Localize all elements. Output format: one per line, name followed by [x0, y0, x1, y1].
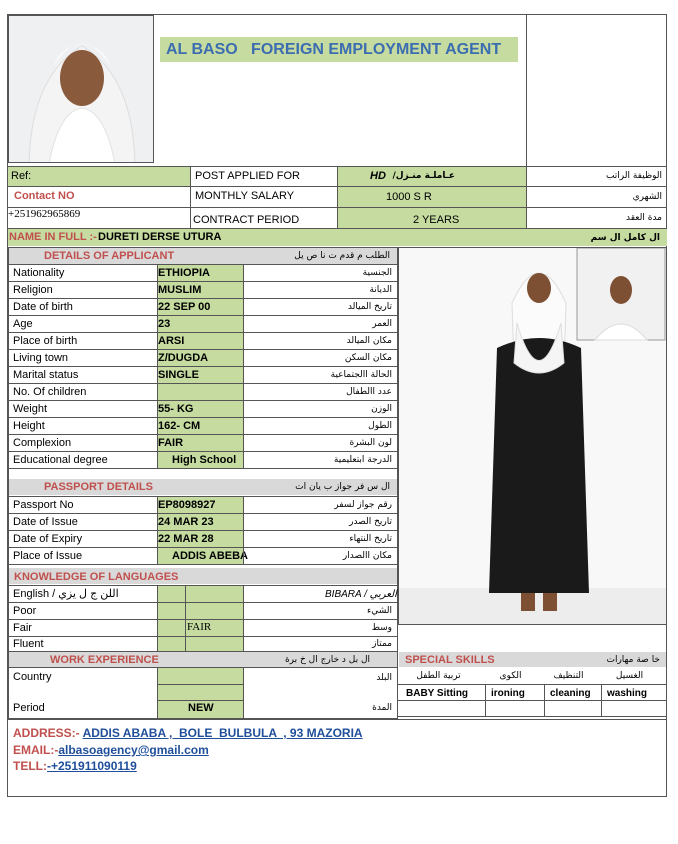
skills-title: SPECIAL SKILLS — [405, 654, 495, 666]
row-label: Place of Issue — [13, 550, 83, 562]
row-value: ADDIS ABEBA — [172, 550, 248, 562]
address-line — [13, 727, 363, 740]
row-label: Passport No — [13, 499, 74, 511]
name-value: DURETI DERSE UTURA — [98, 231, 222, 243]
row-label: Living town — [13, 352, 69, 364]
row-value: 22 SEP 00 — [158, 301, 211, 313]
contract-label-ar: مدة العقد — [626, 213, 662, 223]
lang-arabic-label: BIBARA / العربي — [325, 589, 397, 600]
email-link[interactable]: albasoagency@gmail.com — [58, 743, 209, 757]
skill-ar-label: تربية الطفل — [416, 671, 461, 681]
post-label-ar: الوظيفة الراتب — [605, 171, 662, 181]
row-value: FAIR — [158, 437, 184, 449]
agency-title — [160, 37, 518, 62]
lang-fluent-ar: ممتاز — [372, 639, 392, 649]
passport-title-ar: ال س فر جواز ب يان ات — [295, 482, 390, 492]
work-country-ar: البلد — [376, 673, 392, 683]
row-label-ar: مكان السكن — [344, 353, 392, 363]
work-title-ar: ال بل د خارج ال خ برة — [284, 655, 370, 665]
skill-label: ironing — [491, 688, 525, 699]
row-value: 22 MAR 28 — [158, 533, 214, 545]
post-value-ar: عـاملـة منـزل/ — [392, 171, 455, 181]
tel-link[interactable]: -+251911090119 — [47, 759, 137, 773]
row-label: Place of birth — [13, 335, 78, 347]
skill-ar-label: الكوى — [499, 671, 522, 681]
row-label-ar: مكان الميالد — [346, 336, 392, 346]
row-label-ar: تاريخ الصدر — [349, 517, 392, 527]
work-period-value: NEW — [188, 702, 214, 714]
skill-ar-label: التنظيف — [553, 671, 584, 681]
row-label: Date of Issue — [13, 516, 78, 528]
passport-title: PASSPORT DETAILS — [44, 481, 153, 493]
row-value: 24 MAR 23 — [158, 516, 214, 528]
row-label: Height — [13, 420, 45, 432]
salary-label: MONTHLY SALARY — [195, 190, 295, 202]
row-label: Date of birth — [13, 301, 73, 313]
row-value: ETHIOPIA — [158, 267, 210, 279]
row-label-ar: عدد االطفال — [346, 387, 392, 397]
row-label-ar: تاريخ النتهاء — [349, 534, 392, 544]
row-value: EP8098927 — [158, 499, 216, 511]
row-label-ar: رقم جواز لسفر — [334, 500, 392, 510]
applicant-full-body-photo — [398, 247, 667, 625]
row-label: Educational degree — [13, 454, 108, 466]
applicant-title-ar: الطلب م قدم ت نا ص يل — [294, 251, 390, 261]
row-label-ar: مكان االصدار — [342, 551, 392, 561]
lang-fair-ar: وسط — [371, 623, 392, 633]
row-label-ar: لون البشرة — [349, 438, 392, 448]
applicant-portrait-photo — [8, 15, 154, 163]
row-label-ar: الجنسية — [362, 268, 392, 278]
row-value: SINGLE — [158, 369, 199, 381]
row-label-ar: الدرجة ابتعليمية — [333, 455, 392, 465]
row-label: Marital status — [13, 369, 79, 381]
lang-poor-label: Poor — [13, 605, 37, 617]
lang-fluent-label: Fluent — [13, 638, 44, 650]
contact-value: +251962965869 — [8, 208, 81, 220]
lang-fair-value: FAIR — [187, 621, 212, 633]
post-label: POST APPLIED FOR — [195, 170, 300, 182]
row-label-ar: تاريخ الميالد — [347, 302, 392, 312]
row-value: 162- CM — [158, 420, 201, 432]
tel-line — [13, 760, 137, 773]
row-value: ARSI — [158, 335, 185, 347]
row-label: Weight — [13, 403, 48, 415]
skill-label: washing — [607, 688, 648, 699]
salary-label-ar: الشهري — [632, 192, 662, 202]
applicant-title: DETAILS OF APPLICANT — [44, 250, 175, 262]
lang-poor-ar: الشيء — [366, 606, 392, 616]
agency-title-text: AL BASO FOREIGN EMPLOYMENT AGENT — [166, 41, 502, 58]
row-label-ar: الوزن — [371, 404, 392, 414]
contact-label: Contact NO — [14, 190, 75, 202]
row-value: Z/DUGDA — [158, 352, 209, 364]
lang-english-label: English / اللن ج ل يزي — [13, 588, 119, 600]
skill-ar-label: الغسيل — [615, 671, 644, 681]
row-value: 23 — [158, 318, 171, 330]
row-label-ar: الطول — [368, 421, 392, 431]
languages-title: KNOWLEDGE OF LANGUAGES — [14, 571, 179, 583]
lang-fair-label: Fair — [13, 622, 32, 634]
name-label: NAME IN FULL :- — [9, 231, 97, 243]
row-label: Nationality — [13, 267, 65, 279]
row-value: MUSLIM — [158, 284, 202, 296]
row-label-ar: الحالة االجتماعية — [330, 370, 392, 380]
address-label: ADDRESS:- — [13, 726, 80, 740]
row-label: No. Of children — [13, 386, 87, 398]
row-value: 55- KG — [158, 403, 194, 415]
work-period-label: Period — [13, 702, 45, 714]
work-title: WORK EXPERIENCE — [50, 654, 159, 666]
email-line — [13, 744, 209, 757]
address-link[interactable]: ADDIS ABABA , BOLE BULBULA , 93 MAZORIA — [82, 726, 363, 740]
work-country-label: Country — [13, 671, 52, 683]
row-label-ar: العمر — [372, 319, 392, 329]
name-label-ar: ال كامل ال سم — [590, 233, 660, 243]
contract-label: CONTRACT PERIOD — [193, 214, 300, 226]
row-label: Age — [13, 318, 33, 330]
salary-value: 1000 S R — [386, 191, 432, 203]
skills-title-ar: خا صة مهارات — [606, 655, 660, 665]
skill-label: BABY Sitting — [406, 688, 469, 699]
email-label: EMAIL:- — [13, 743, 59, 757]
skill-label: cleaning — [550, 688, 591, 699]
row-label-ar: الديانة — [369, 285, 392, 295]
contract-value: 2 YEARS — [413, 214, 460, 226]
ref-label: Ref: — [11, 170, 32, 182]
work-period-ar: المدة — [372, 703, 392, 713]
tel-label: TELL: — [13, 759, 47, 773]
row-label: Complexion — [13, 437, 72, 449]
row-value: High School — [172, 454, 237, 466]
row-label: Date of Expiry — [13, 533, 83, 545]
post-value-hd: HD — [370, 170, 386, 182]
row-label: Religion — [13, 284, 53, 296]
